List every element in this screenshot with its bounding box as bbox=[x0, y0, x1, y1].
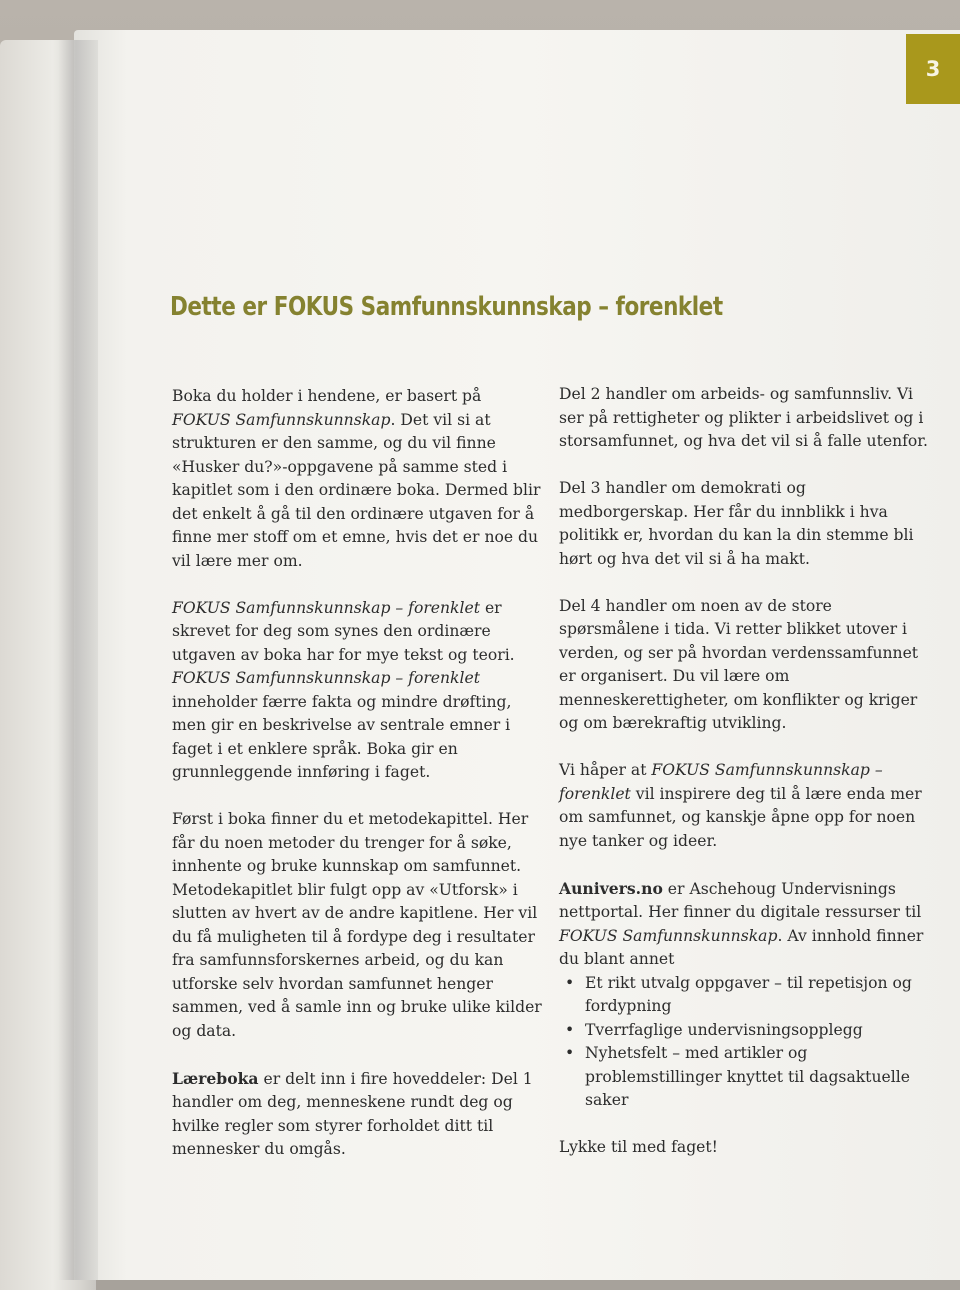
page-number: 3 bbox=[925, 57, 941, 81]
resource-bullet-list bbox=[559, 972, 931, 1113]
bold-term: Læreboka bbox=[172, 1068, 259, 1088]
list-item: • Nyhetsfelt – med artikler og problemstillinger knyttet til dagsaktuelle saker bbox=[565, 1044, 910, 1109]
book-title-italic: FOKUS Samfunnskunnskap – forenklet bbox=[172, 598, 480, 617]
bullet-icon: • bbox=[565, 973, 575, 992]
page-heading: Dette er FOKUS Samfunnskunnskap – forenklet bbox=[170, 292, 723, 322]
book-title-italic: FOKUS Samfunnskunnskap bbox=[559, 926, 778, 945]
left-text-column bbox=[172, 385, 544, 1162]
bullet-icon: • bbox=[565, 1044, 575, 1062]
part-4-paragraph: Del 4 handler om noen av de store spørsmålene i tida. Vi retter blikket utover i verden, og ser på hvordan verdenssamfunnet er organisert. Du vil lære om menneskerettigheter, om konflikter og kriger og om bærekraftig utvikling. bbox=[559, 596, 919, 732]
right-text-column bbox=[559, 383, 931, 1160]
bold-term: Aunivers.no bbox=[559, 878, 663, 898]
hope-paragraph: Vi håper at FOKUS Samfunnskunnskap – forenklet vil inspirere deg til å lære enda mer om samfunnet, og kanskje åpne opp for noen nye tanker og ideer. bbox=[559, 761, 922, 850]
part-2-paragraph: Del 2 handler om arbeids- og samfunnsliv. Vi ser på rettigheter og plikter i arbeidslivet og i storsamfunnet, og hva det vil si å falle utenfor. bbox=[559, 385, 928, 450]
intro-paragraph: Boka du holder i hendene, er basert på FOKUS Samfunnskunnskap. Det vil si at strukturen er den samme, og du vil finne «Husker du?»-oppgavene på samme sted i kapitlet som i den ordinære boka. Dermed blir det enkelt å gå til den ordinære utgaven for å finne mer stoff om et emne, hvis det er noe du vil lære mer om. bbox=[172, 387, 541, 570]
part-3-paragraph: Del 3 handler om demokrati og medborgerskap. Her får du innblikk i hva politikk er, hvordan du kan la din stemme bli hørt og hva det vil si å ha makt. bbox=[559, 479, 914, 568]
simplified-edition-paragraph: FOKUS Samfunnskunnskap – forenklet er skrevet for deg som synes den ordinære utgaven av boka har for mye tekst og teori. FOKUS Samfunnskunnskap – forenklet inneholder færre fakta og mindre drøfting, men gir en beskrivelse av sentrale emner i faget i et enklere språk. Boka gir en grunnleggende innføring i faget. bbox=[172, 598, 515, 781]
method-chapter-paragraph: Først i boka finner du et metodekapittel. Her får du noen metoder du trenger for å søke, innhente og bruke kunnskap om samfunnet. Metodekapitlet blir fulgt opp av «Utforsk» i slutten av hvert av de andre kapitlene. Her vil du få muligheten til å fordype deg i resultater fra samfunnsforskernes arbeid, og du kan utforske selv hvordan samfunnet henger sammen, ved å samle inn og bruke ulike kilder og data. bbox=[172, 810, 542, 1040]
book-title-italic: FOKUS Samfunnskunnskap bbox=[172, 410, 391, 429]
bullet-icon: • bbox=[565, 1020, 575, 1039]
list-item: • Et rikt utvalg oppgaver – til repetisjon og fordypning bbox=[565, 973, 912, 1015]
page-number-tab bbox=[906, 34, 960, 104]
textbook-parts-paragraph: Læreboka er delt inn i fire hoveddeler: Del 1 handler om deg, menneskene rundt deg og hvilke regler som styrer forholdet ditt til mennesker du omgås. bbox=[172, 1068, 533, 1158]
book-title-italic: FOKUS Samfunnskunnskap – forenklet bbox=[559, 761, 883, 803]
aunivers-paragraph: Aunivers.no er Aschehoug Undervisnings nettportal. Her finner du digitale ressurser til FOKUS Samfunnskunnskap. Av innhold finner du blant annet bbox=[559, 878, 924, 968]
book-spine-shadow bbox=[58, 40, 98, 1280]
book-title-italic: FOKUS Samfunnskunnskap – forenklet bbox=[172, 669, 480, 687]
closing-line: Lykke til med faget! bbox=[559, 1138, 718, 1156]
list-item: • Tverrfaglige undervisningsopplegg bbox=[559, 1019, 931, 1043]
